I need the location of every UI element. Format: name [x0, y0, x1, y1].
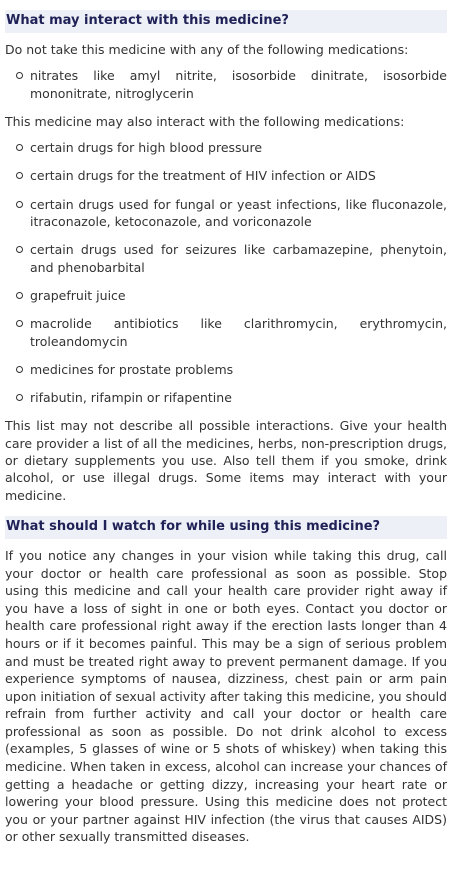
bullet-circle-icon — [16, 72, 23, 79]
list-item — [5, 389, 447, 406]
list-item — [5, 361, 447, 378]
bullet-circle-icon — [16, 320, 23, 327]
interactions-heading: What may interact with this medicine? — [5, 10, 447, 33]
contraindicated-list — [5, 67, 447, 102]
interactions-list — [5, 139, 447, 406]
list-item — [5, 196, 447, 231]
list-item-text: certain drugs for high blood pressure — [30, 140, 263, 156]
list-item-text: certain drugs used for fungal or yeast infections, like fluconazole, itraconazole, ketoconazole, and voriconazole — [30, 196, 447, 230]
interactions-section — [5, 10, 447, 504]
interactions-intro-contraindicated: Do not take this medicine with any of the following medications: — [5, 42, 409, 57]
bullet-circle-icon — [16, 394, 23, 401]
bullet-circle-icon — [16, 292, 23, 299]
list-item — [5, 167, 447, 184]
precautions-section — [5, 516, 447, 846]
interactions-intro-other: This medicine may also interact with the following medications: — [5, 113, 405, 129]
list-item — [5, 67, 447, 102]
precautions-heading: What should I watch for while using this medicine? — [5, 516, 447, 539]
precautions-body: If you notice any changes in your vision while taking this drug, call your doctor or health care professional as soon as possible. Stop using this medicine and call your health care provider right away if you have a loss of sight in one or both eyes. Contact you doctor or health care professional right away if the erection lasts longer than 4 hours or if it becomes painful. This may be a sign of serious problem and must be treated right away to prevent permanent damage. If you experience symptoms of nausea, dizziness, chest pain or arm pain upon initiation of sexual activity after taking this medicine, you should refrain from further activity and call your doctor or health care professional as soon as possible. Do not drink alcohol to excess (examples, 5 glasses of wine or 5 shots of whiskey) when taking this medicine. When taken in excess, alcohol can increase your chances of getting a headache or getting dizzy, increasing your heart rate or lowering your blood pressure. Using this medicine does not protect you or your partner against HIV infection (the virus that causes AIDS) or other sexually transmitted diseases. — [5, 547, 447, 845]
bullet-circle-icon — [16, 172, 23, 179]
list-item-text: grapefruit juice — [30, 287, 126, 303]
bullet-circle-icon — [16, 246, 23, 253]
list-item-text: medicines for prostate problems — [30, 361, 234, 377]
list-item — [5, 287, 447, 304]
list-item — [5, 139, 447, 156]
bullet-circle-icon — [16, 201, 23, 208]
bullet-circle-icon — [16, 366, 23, 373]
list-item — [5, 241, 447, 276]
list-item-text: certain drugs for the treatment of HIV infection or AIDS — [30, 168, 376, 184]
list-item-text: certain drugs used for seizures like carbamazepine, phenytoin, and phenobarbital — [30, 242, 447, 275]
list-item-text: macrolide antibiotics like clarithromycin, erythromycin, troleandomycin — [30, 316, 447, 349]
list-item — [5, 315, 447, 350]
list-item-text: nitrates like amyl nitrite, isosorbide dinitrate, isosorbide mononitrate, nitroglycerin — [30, 68, 447, 101]
bullet-circle-icon — [16, 144, 23, 151]
interactions-disclaimer: This list may not describe all possible interactions. Give your health care provider a list of all the medicines, herbs, non-prescription drugs, or dietary supplements you use. Also tell them if you smoke, drink alcohol, or use illegal drugs. Some items may interact with your medicine. — [5, 418, 447, 503]
list-item-text: rifabutin, rifampin or rifapentine — [30, 390, 232, 406]
